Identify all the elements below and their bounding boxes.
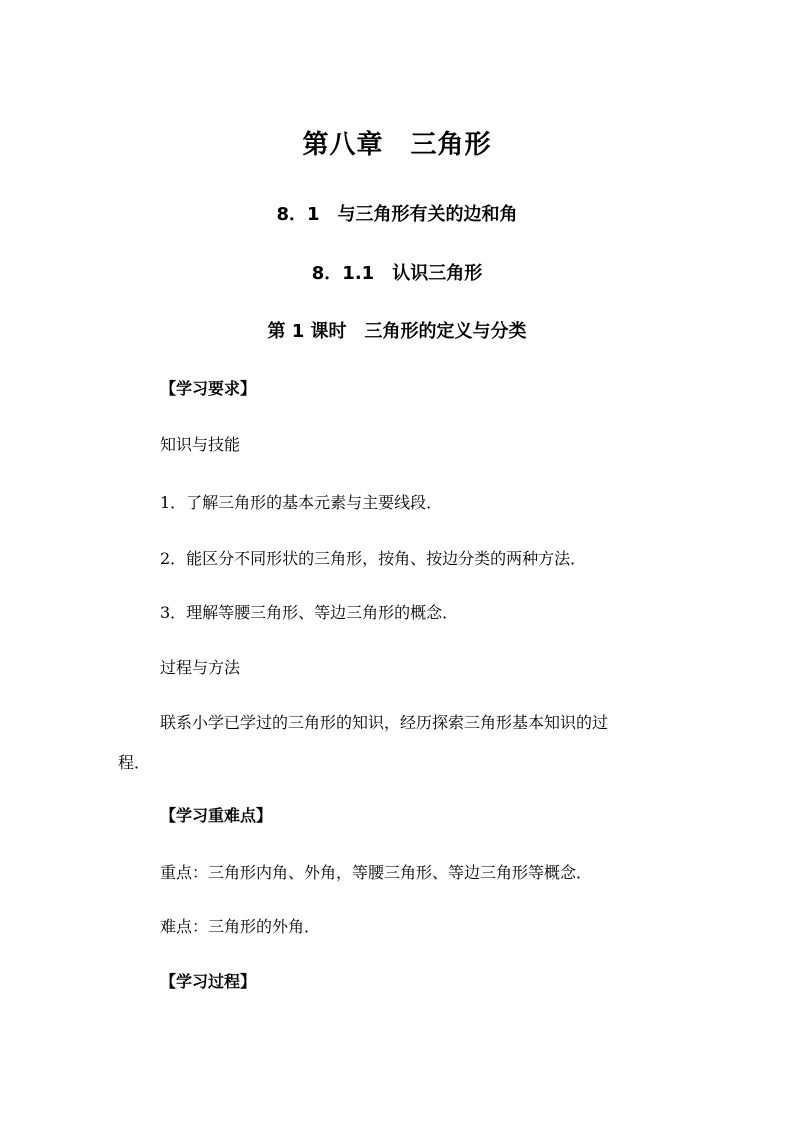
knowledge-item-2: 2．能区分不同形状的三角形，按角、按边分类的两种方法．: [160, 549, 587, 568]
section-title: 8．1 与三角形有关的边和角: [276, 204, 518, 225]
knowledge-item-1: 1．了解三角形的基本元素与主要线段．: [160, 493, 443, 512]
chapter-title: 第八章 三角形: [302, 130, 492, 160]
process-methods-text-line1: 联系小学已学过的三角形的知识，经历探索三角形基本知识的过: [160, 713, 609, 732]
key-point: 重点：三角形内角、外角，等腰三角形、等边三角形等概念．: [160, 863, 593, 882]
subsection-title: 8．1.1 认识三角形: [311, 263, 483, 284]
knowledge-skills-label: 知识与技能: [160, 435, 241, 454]
knowledge-item-3: 3．理解等腰三角形、等边三角形的概念．: [160, 603, 459, 622]
process-methods-label: 过程与方法: [160, 658, 241, 677]
difficult-point: 难点：三角形的外角．: [160, 917, 321, 936]
key-difficult-heading: 【学习重难点】: [160, 806, 273, 825]
lesson-title: 第 1 课时 三角形的定义与分类: [267, 321, 527, 342]
learning-process-heading: 【学习过程】: [160, 972, 257, 991]
process-methods-text-line2: 程．: [118, 753, 151, 772]
learning-requirements-heading: 【学习要求】: [160, 379, 257, 398]
